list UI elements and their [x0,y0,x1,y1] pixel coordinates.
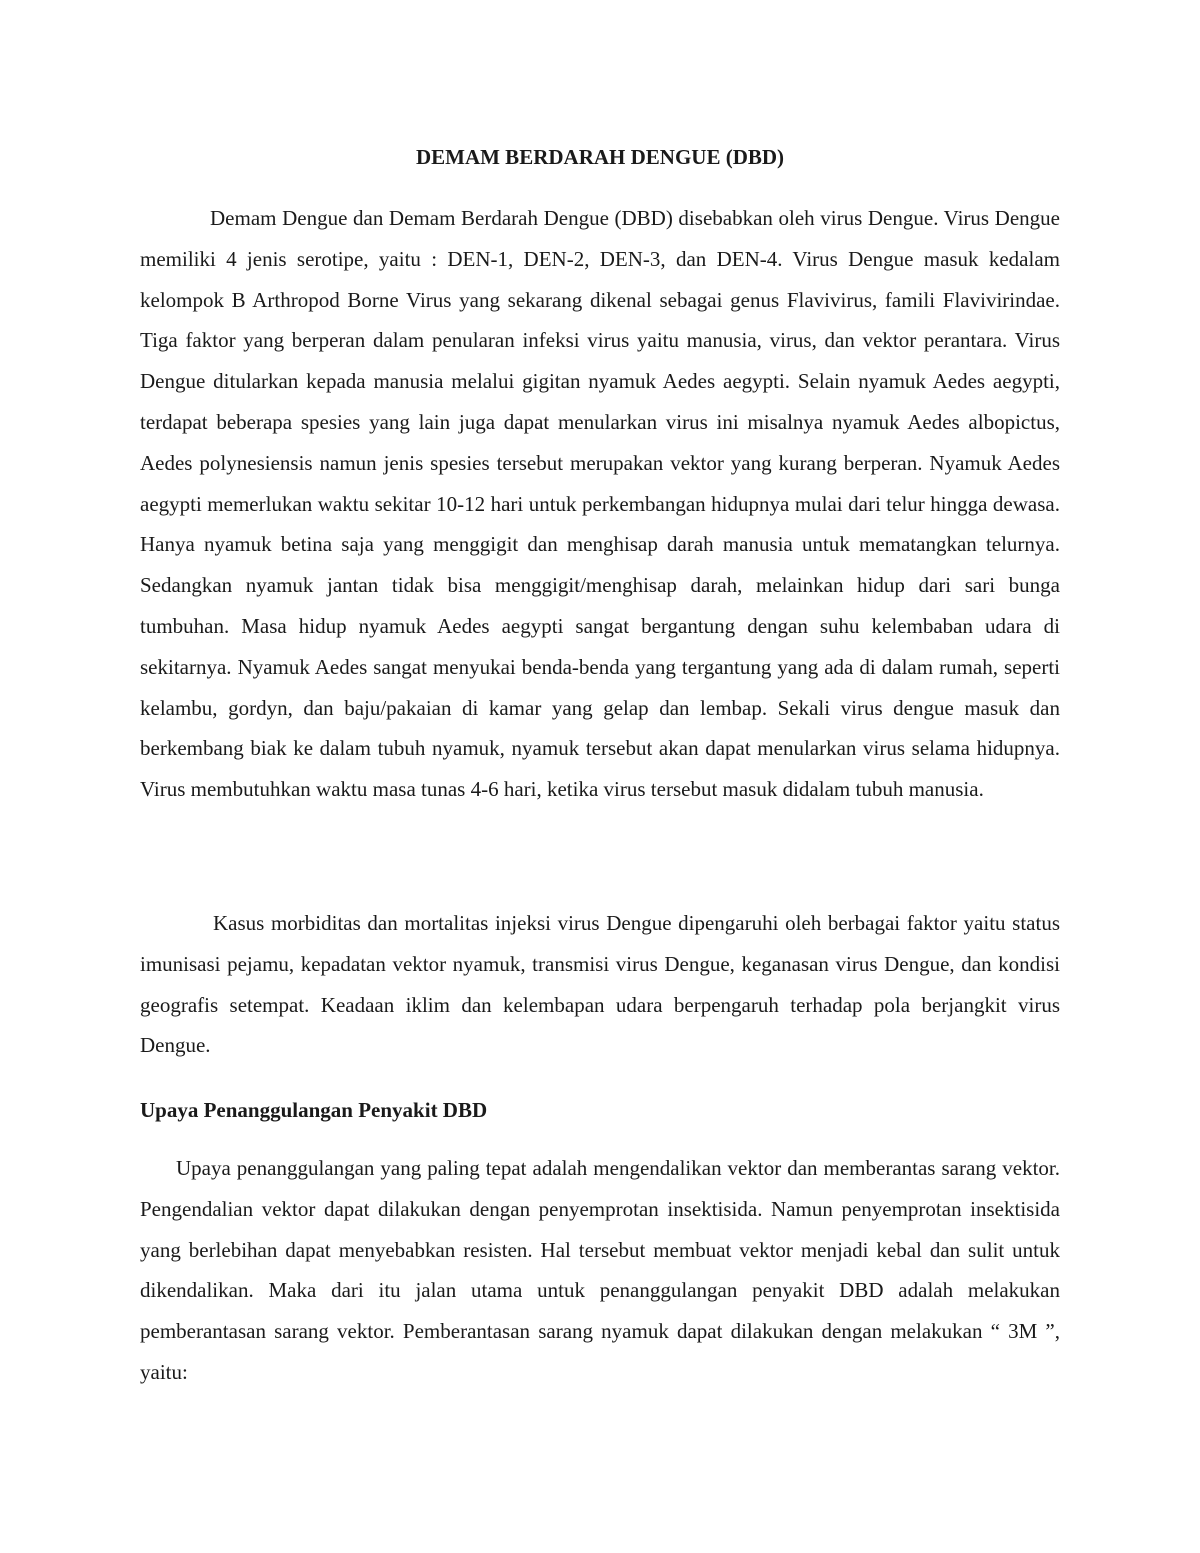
document-title: DEMAM BERDARAH DENGUE (DBD) [415,145,785,169]
paragraph-intro: Demam Dengue dan Demam Berdarah Dengue (DBD) disebabkan oleh virus Dengue. Virus Dengue memiliki 4 jenis serotipe, yaitu : DEN-1, DEN-2, DEN-3, dan DEN-4. Virus Dengue masuk kedalam kelompok B Arthropod Borne Virus yang sekarang dikenal sebagai genus Flavivirus, famili Flavivirindae. Tiga faktor yang berperan dalam penularan infeksi virus yaitu manusia, virus, dan vektor perantara. Virus Dengue ditularkan kepada manusia melalui gigitan nyamuk Aedes aegypti. Selain nyamuk Aedes aegypti, terdapat beberapa spesies yang lain juga dapat menularkan virus ini misalnya nyamuk Aedes albopictus, Aedes polynesiensis namun jenis spesies tersebut merupakan vektor yang kurang berperan. Nyamuk Aedes aegypti memerlukan waktu sekitar 10-12 hari untuk perkembangan hidupnya mulai dari telur hingga dewasa. Hanya nyamuk betina saja yang menggigit dan menghisap darah manusia untuk mematangkan telurnya. Sedangkan nyamuk jantan tidak bisa menggigit/menghisap darah, melainkan hidup dari sari bunga tumbuhan. Masa hidup nyamuk Aedes aegypti sangat bergantung dengan suhu kelembaban udara di sekitarnya. Nyamuk Aedes sangat menyukai benda-benda yang tergantung yang ada di dalam rumah, seperti kelambu, gordyn, dan baju/pakaian di kamar yang gelap dan lembap. Sekali virus dengue masuk dan berkembang biak ke dalam tubuh nyamuk, nyamuk tersebut akan dapat menularkan virus selama hidupnya. Virus membutuhkan waktu masa tunas 4-6 hari, ketika virus tersebut masuk didalam tubuh manusia. [140,206,1060,802]
paragraph-morbidity: Kasus morbiditas dan mortalitas injeksi virus Dengue dipengaruhi oleh berbagai faktor yaitu status imunisasi pejamu, kepadatan vektor nyamuk, transmisi virus Dengue, keganasan virus Dengue, dan kondisi geografis setempat. Keadaan iklim dan kelembapan udara berpengaruh terhadap pola berjangkit virus Dengue. [140,911,1060,1058]
section-heading: Upaya Penanggulangan Penyakit DBD [140,1098,488,1122]
paragraph-prevention: Upaya penanggulangan yang paling tepat adalah mengendalikan vektor dan memberantas sarang vektor. Pengendalian vektor dapat dilakukan dengan penyemprotan insektisida. Namun penyemprotan insektisida yang berlebihan dapat menyebabkan resisten. Hal tersebut membuat vektor menjadi kebal dan sulit untuk dikendalikan. Maka dari itu jalan utama untuk penanggulangan penyakit DBD adalah melakukan pemberantasan sarang vektor. Pemberantasan sarang nyamuk dapat dilakukan dengan melakukan “ 3M ”, yaitu: [140,1156,1060,1384]
